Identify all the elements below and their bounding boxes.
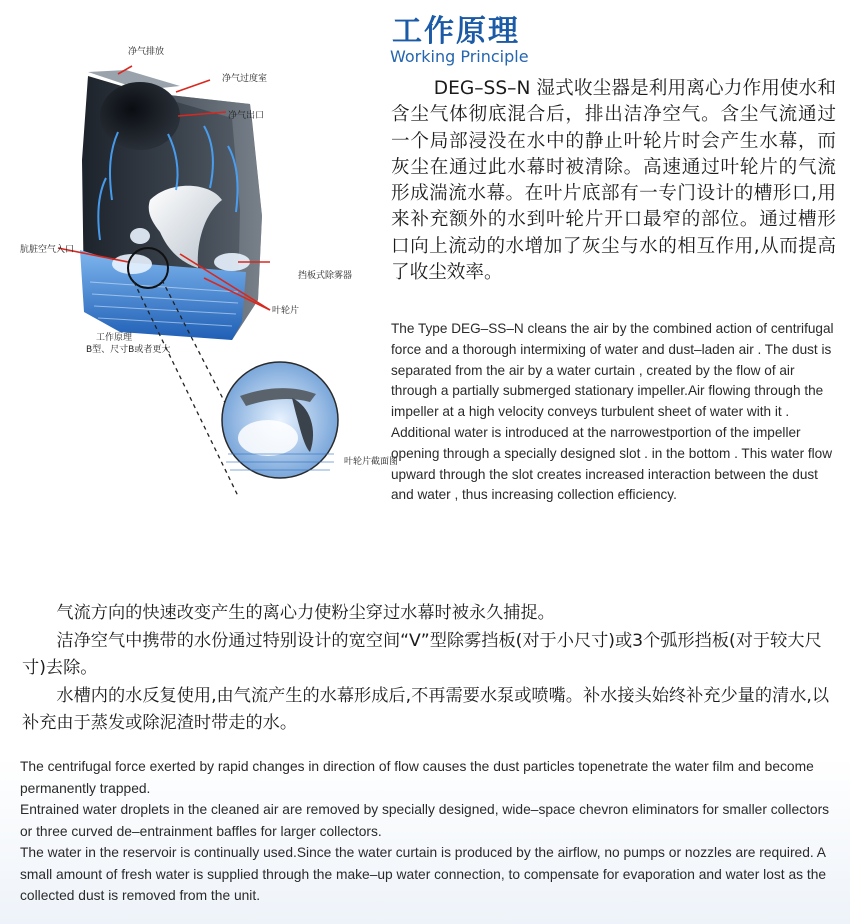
label-clean-air-outlet: 净气排放 <box>128 47 165 57</box>
details-chinese <box>22 600 832 738</box>
label-clean-air-exit: 净气出口 <box>228 111 265 121</box>
details-en-paragraph-1: The centrifugal force exerted by rapid changes in direction of flow causes the dust particles topenetrate the water film and become permanently trapped. <box>20 759 814 796</box>
details-en-paragraph-2: Entrained water droplets in the cleaned air are removed by specially designed, wide–space chevron eliminators for smaller collectors or three curved de–entrainment baffles for larger collectors. <box>20 802 830 839</box>
label-baffle-eliminator: 挡板式除雾器 <box>298 271 353 281</box>
label-impeller: 叶轮片 <box>272 306 300 316</box>
details-en-paragraph-3: The water in the reservoir is continually used.Since the water curtain is produced by the airflow, no pumps or nozzles are required. A small amount of fresh water is supplied through the make–up water connection, to compensate for evaporation and water lost as the collected dust is removed from the unit. <box>20 845 827 903</box>
title-english: Working Principle <box>390 47 529 66</box>
title-chinese: 工作原理 <box>392 14 520 49</box>
label-impeller-section: 叶轮片截面图 <box>344 457 399 467</box>
details-cn-paragraph-2: 洁净空气中携带的水份通过特别设计的宽空间“V”型除雾挡板(对于小尺寸)或3个弧形挡板(对于较大尺寸)去除。 <box>22 630 822 678</box>
details-cn-paragraph-3: 水槽内的水反复使用,由气流产生的水幕形成后,不再需要水泵或喷嘴。补水接头始终补充少量的清水,以补充由于蒸发或除泥渣时带走的水。 <box>22 685 830 733</box>
label-dirty-air-inlet: 肮脏空气入口 <box>20 245 75 255</box>
label-principle-line2: B型、尺寸B或者更大 <box>86 345 171 355</box>
intro-english-paragraph: The Type DEG–SS–N cleans the air by the combined action of centrifugal force and a thorough intermixing of water and dust–laden air . The dust is separated from the air by a water curtain , created by the flow of air through a partially submerged stationary impeller.Air flowing through the impeller at a high velocity conveys turbulent sheet of water with it . Additional water is introduced at the narrowestportion of the impeller opening through a specially designed slot . in the bottom . This water flow upward through the slot creates increased interaction between the dust and water , thus increasing collection efficiency. <box>391 321 834 503</box>
label-clean-air-chamber: 净气过度室 <box>222 74 268 84</box>
dust-collector-diagram <box>0 0 399 560</box>
details-cn-paragraph-1: 气流方向的快速改变产生的离心力使粉尘穿过水幕时被永久捕捉。 <box>56 603 555 623</box>
intro-chinese-paragraph: DEG–SS–N 湿式收尘器是利用离心力作用使水和含尘气体彻底混合后，排出洁净空气。含尘气流通过一个局部浸没在水中的静止叶轮片时会产生水幕，而灰尘在通过此水幕时被清除。高速通过叶轮片的气流形成湍流水幕。在叶片底部有一专门设计的槽形口,用来补充额外的水到叶轮片开口最窄的部位。通过槽形口向上流动的水增加了灰尘与水的相互作用,从而提高了收尘效率。 <box>391 78 836 284</box>
details-english <box>20 756 835 907</box>
impeller-section-view <box>222 362 338 478</box>
clean-air-duct <box>100 82 180 150</box>
label-principle-line1: 工作原理 <box>96 333 133 343</box>
